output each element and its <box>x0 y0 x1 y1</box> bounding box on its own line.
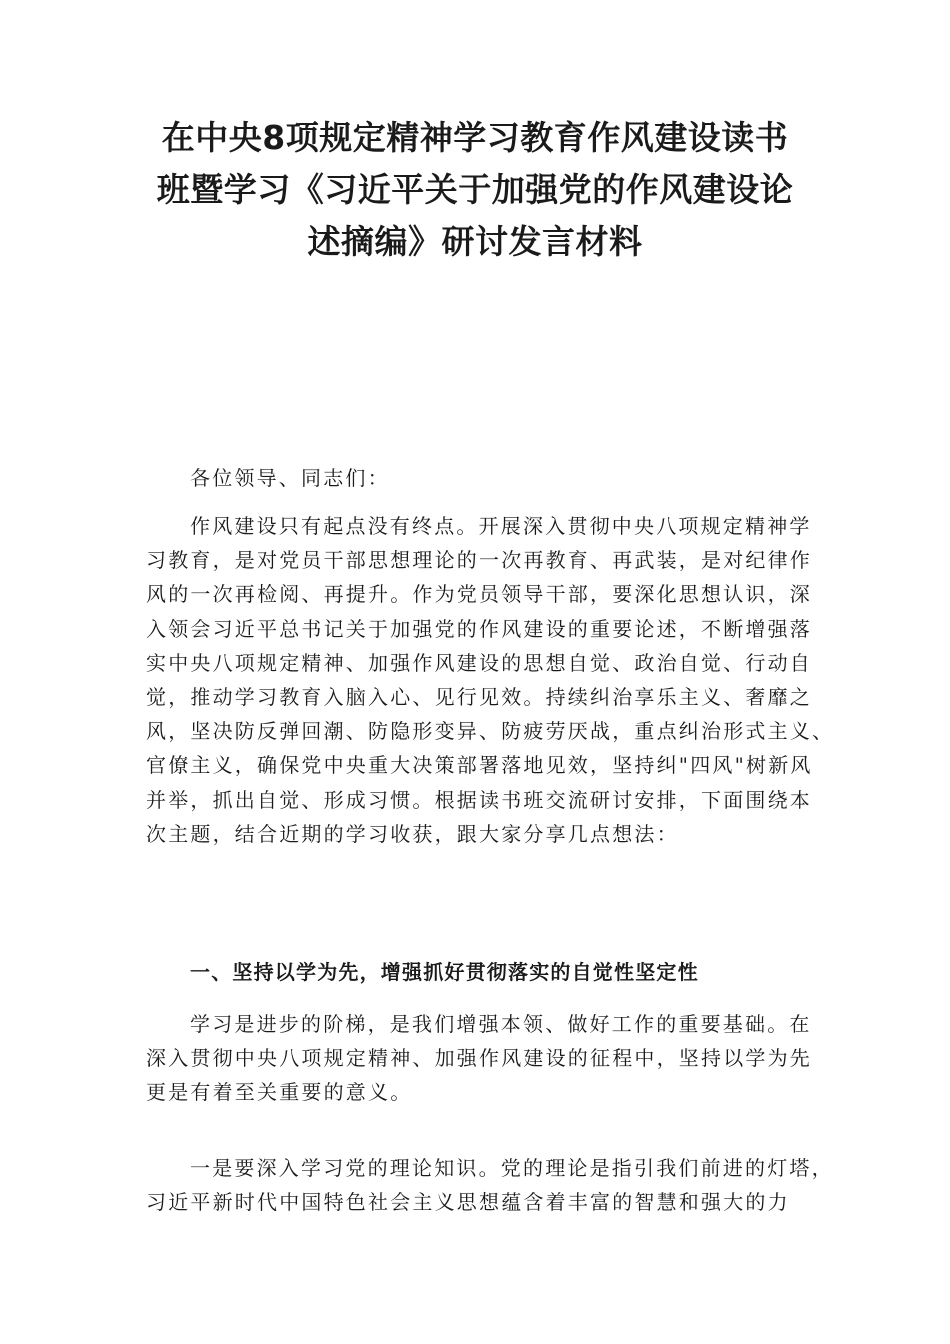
paragraph-line: 官僚主义，确保党中央重大决策部署落地见效，坚持纠"四风"树新风 <box>146 753 813 778</box>
paragraph-line: 实中央八项规定精神、加强作风建设的思想自觉、政治自觉、行动自 <box>146 650 812 675</box>
paragraph-line: 学习是进步的阶梯，是我们增强本领、做好工作的重要基础。在 <box>190 1012 812 1036</box>
paragraph-line: 深入贯彻中央八项规定精神、加强作风建设的征程中，坚持以学为先 <box>146 1046 812 1071</box>
paragraph-line: 习教育，是对党员干部思想理论的一次再教育、再武装，是对纪律作 <box>146 548 812 573</box>
section-heading-text: 一、坚持以学为先，增强抓好贯彻落实的自觉性坚定性 <box>190 960 699 984</box>
point-1-paragraph <box>146 1151 834 1219</box>
paragraph-line: 习近平新时代中国特色社会主义思想蕴含着丰富的智慧和强大的力 <box>146 1190 790 1215</box>
intro-paragraph <box>146 509 835 851</box>
paragraph-line: 觉，推动学习教育入脑入心、见行见效。持续纠治享乐主义、奢靡之 <box>146 685 812 710</box>
document-title <box>100 112 850 268</box>
section-heading <box>146 955 810 989</box>
salutation <box>146 461 810 495</box>
paragraph-line: 入领会习近平总书记关于加强党的作风建设的重要论述，不断增强落 <box>146 616 812 641</box>
section-1-paragraph <box>146 1007 810 1110</box>
paragraph-line: 次主题，结合近期的学习收获，跟大家分享几点想法： <box>146 821 679 846</box>
paragraph-line: 一是要深入学习党的理论知识。党的理论是指引我们前进的灯塔， <box>190 1156 834 1180</box>
paragraph-line: 风，坚决防反弹回潮、防隐形变异、防疲劳厌战，重点纠治形式主义、 <box>146 719 835 744</box>
paragraph-line: 更是有着至关重要的意义。 <box>146 1080 413 1105</box>
title-line: 述摘编》研讨发言材料 <box>307 222 643 261</box>
title-line: 在中央8项规定精神学习教育作风建设读书 <box>161 118 789 157</box>
paragraph-line: 并举，抓出自觉、形成习惯。根据读书班交流研讨安排，下面围绕本 <box>146 787 812 812</box>
salutation-text: 各位领导、同志们： <box>190 466 390 490</box>
paragraph-line: 作风建设只有起点没有终点。开展深入贯彻中央八项规定精神学 <box>190 514 812 538</box>
paragraph-line: 风的一次再检阅、再提升。作为党员领导干部，要深化思想认识，深 <box>146 582 812 607</box>
title-line: 班暨学习《习近平关于加强党的作风建设论 <box>156 170 794 209</box>
